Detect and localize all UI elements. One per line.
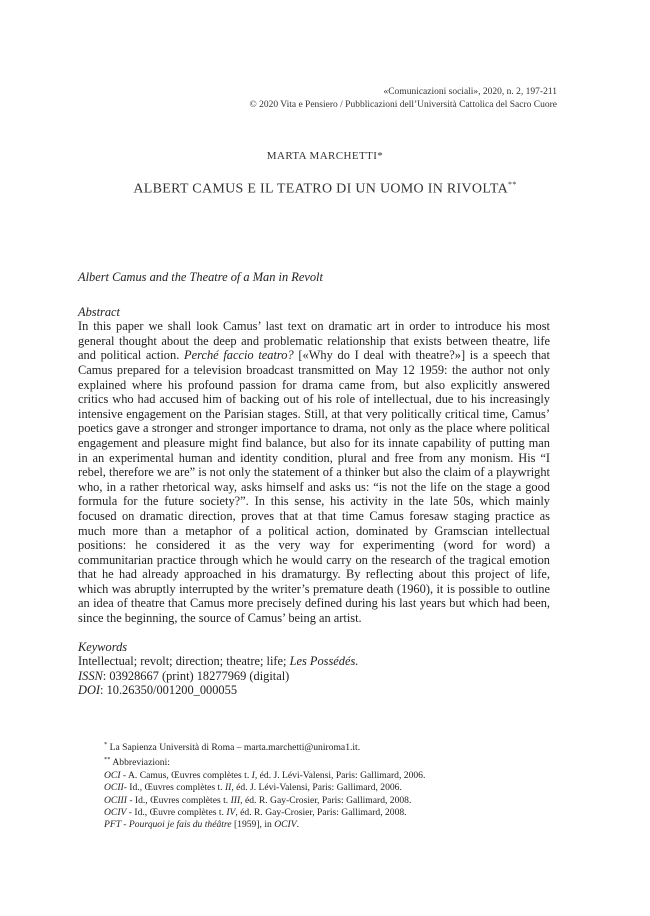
abbreviation-item — [104, 795, 544, 807]
abstract-text-part1: In this paper we shall look Camus’ last text on dramatic art in order to introduce his most general thought about the deep and problematic relationship that exists between theatre, life and political action. — [78, 319, 550, 363]
abbreviation-source: , éd. R. Gay-Crosier, Paris: Gallimard, 2008. — [240, 794, 412, 806]
abbreviation-text: - Id., Œuvre complètes t. — [126, 806, 227, 818]
journal-header — [77, 86, 557, 112]
abstract-body — [78, 319, 550, 625]
keywords-heading: Keywords — [78, 639, 128, 654]
abbreviation-item — [104, 807, 544, 819]
author-name: MARTA MARCHETTI* — [266, 150, 384, 162]
abbreviation-source: , éd. J. Lévi-Valensi, Paris: Gallimard, 2006. — [231, 782, 402, 794]
abbreviation-source: , éd. R. Gay-Crosier, Paris: Gallimard, 2008. — [235, 806, 407, 818]
abbreviation-code: OCI — [104, 769, 121, 781]
issn-label: ISSN — [78, 668, 103, 683]
title-footnote-mark: ** — [508, 180, 517, 189]
abbreviation-code: OCII — [104, 782, 124, 794]
abbreviation-item-pft — [104, 819, 544, 831]
english-title: Albert Camus and the Theatre of a Man in Revolt — [78, 270, 323, 284]
abbreviation-volume: IV — [226, 806, 236, 818]
journal-citation: «Comunicazioni sociali», 2020, n. 2, 197-211 — [383, 87, 557, 97]
pft-title: - Pourquoi je fais du théâtre — [120, 819, 232, 831]
abstract-heading: Abstract — [78, 304, 120, 319]
abstract-text-part2: [«Why do I deal with theatre?»] is a speech that Camus prepared for a television broadcast transmitted on May 12 1959: the author not only explained where his profound passion for drama came from, but also explicitly answered critics who had accused him of backing out of his role of intellectual, due to his increasingly intensive engagement on the Parisian stages. Still, at that very politically critical time, Camus’ poetics gave a stronger and stronger importance to drama, not only as the place where political engagement and pleasure might find balance, but also for its innate capability of putting man in an experimental human and identity condition, plural and free from any monism. His “I rebel, therefore we are” is not only the statement of a thinker but also the claim of a playwright who, in a rather rhetorical way, asks himself and asks us: “is not the life on the stage a good formula for the future society?”. In this sense, his activity in the late 50s, which mainly focused on dramatic direction, proves that at that time Camus foresaw staging practice as much more than a metaphor of a political action, dominated by Gramscian intellectual positions: he considered it as the very way for experimenting (word for word) a communitarian practice through which he would carry on the research of the tragical emotion that he had already approached in his dramaturgy. By reflecting about this project of life, which was abruptly interrupted by the writer’s premature death (1960), it is possible to outline an idea of theatre that Camus more precisely defined during his last years but which had been, since the beginning, the source of Camus’ being an artist. — [78, 348, 550, 626]
footnote-abbreviations-heading — [104, 754, 544, 769]
abbreviation-code: OCIV — [104, 806, 127, 818]
abbreviation-volume: I — [251, 769, 255, 781]
issn-value: : 03928667 (print) 18277969 (digital) — [102, 668, 290, 683]
doi-value: : 10.26350/001200_000055 — [100, 683, 238, 698]
abbreviation-item — [104, 770, 544, 782]
abbreviation-text: - Id., Œuvres complètes t. — [126, 794, 231, 806]
keywords-text: Intellectual; revolt; direction; theatre; life; — [78, 654, 290, 669]
abbreviation-source: , éd. J. Lévi-Valensi, Paris: Gallimard, 2006. — [254, 769, 426, 781]
abbreviations-heading-text: Abbreviazioni: — [110, 757, 170, 769]
article-title — [0, 180, 650, 198]
abbreviation-item — [104, 782, 544, 794]
doi-label: DOI — [78, 683, 101, 698]
footnotes — [104, 739, 544, 831]
issn-line — [78, 669, 550, 684]
keywords-list — [78, 654, 550, 669]
abstract-italic-title: Perché faccio teatro? — [184, 348, 294, 363]
abbreviation-volume: II — [224, 782, 232, 794]
copyright-line: © 2020 Vita e Pensiero / Pubblicazioni dell’Università Cattolica del Sacro Cuore — [249, 100, 557, 110]
keywords-italic: Les Possédés. — [289, 654, 359, 669]
abbreviations-mark: ** — [104, 756, 111, 764]
abbreviation-text: - A. Camus, Œuvres complètes t. — [120, 769, 252, 781]
pft-end: . — [296, 819, 299, 831]
footnote-affiliation — [104, 739, 544, 754]
affiliation-text: La Sapienza Università di Roma – marta.marchetti@uniroma1.it. — [107, 742, 361, 754]
abbreviation-text: - Id., Œuvres complètes t. — [123, 782, 225, 794]
abbreviation-code: PFT — [104, 819, 121, 831]
doi-line — [78, 683, 550, 698]
pft-text: [1959], in — [231, 819, 275, 831]
pft-reference: OCIV — [274, 819, 297, 831]
affiliation-mark: * — [104, 741, 108, 748]
article-title-text: ALBERT CAMUS E IL TEATRO DI UN UOMO IN RIVOLTA — [133, 181, 509, 197]
abbreviation-code: OCIII — [104, 794, 127, 806]
article-front-matter — [78, 270, 550, 698]
abbreviation-volume: III — [230, 794, 241, 806]
